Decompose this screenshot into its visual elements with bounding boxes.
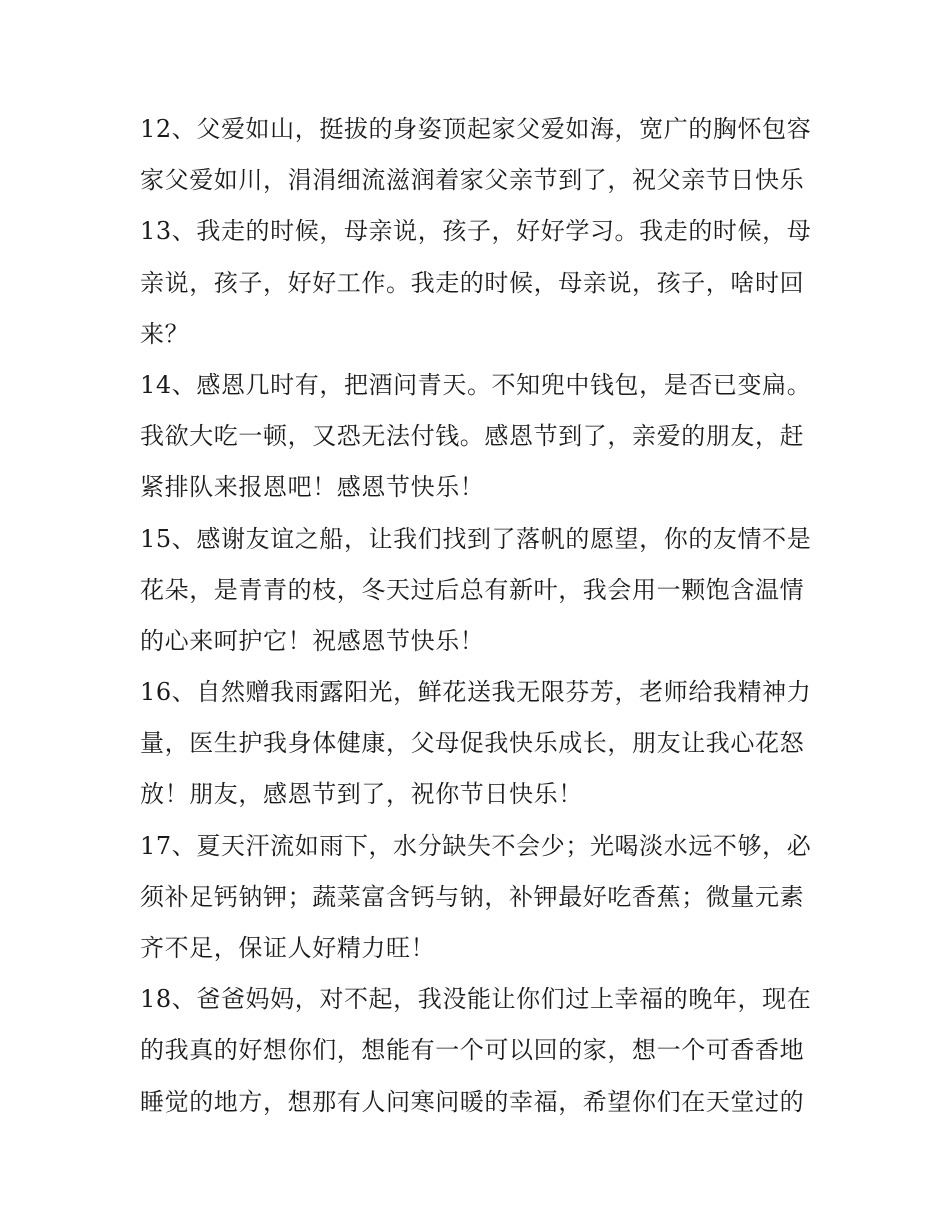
- text-line: 齐不足，保证人好精力旺！: [140, 934, 436, 962]
- text-line: 睡觉的地方，想那有人问寒问暖的幸福，希望你们在天堂过的: [140, 1087, 805, 1116]
- document-body: [140, 104, 812, 1128]
- text-line: 放！朋友，感恩节到了，祝你节日快乐！: [140, 780, 583, 809]
- text-line: 家父爱如川，涓涓细流滋润着家父亲节到了，祝父亲节日快乐: [140, 166, 805, 195]
- text-line: 紧排队来报恩吧！感恩节快乐！: [140, 473, 485, 502]
- text-line: 14、感恩几时有，把酒问青天。不知兜中钱包，是否已变扁。: [140, 370, 812, 399]
- text-line: 13、我走的时候，母亲说，孩子，好好学习。我走的时候，母: [140, 217, 812, 246]
- text-line: 须补足钙钠钾；蔬菜富含钙与钠，补钾最好吃香蕉；微量元素: [140, 882, 805, 911]
- text-line: 量，医生护我身体健康，父母促我快乐成长，朋友让我心花怒: [140, 729, 805, 758]
- text-line: 花朵，是青青的枝，冬天过后总有新叶，我会用一颗饱含温情: [140, 575, 805, 604]
- text-line: 18、爸爸妈妈，对不起，我没能让你们过上幸福的晚年，现在: [140, 985, 812, 1014]
- text-line: 我欲大吃一顿，又恐无法付钱。感恩节到了，亲爱的朋友，赶: [140, 422, 805, 451]
- text-line: 的我真的好想你们，想能有一个可以回的家，想一个可香香地: [140, 1036, 805, 1065]
- text-line: 16、自然赠我雨露阳光，鲜花送我无限芬芳，老师给我精神力: [140, 678, 812, 707]
- text-line: 12、父爱如山，挺拔的身姿顶起家父爱如海，宽广的胸怀包容: [140, 115, 812, 143]
- text-line: 亲说，孩子，好好工作。我走的时候，母亲说，孩子，啥时回: [140, 268, 805, 297]
- text-line: 来？: [140, 319, 190, 348]
- text-line: 17、夏天汗流如雨下，水分缺失不会少；光喝淡水远不够，必: [140, 831, 812, 860]
- text-line: 的心来呵护它！祝感恩节快乐！: [140, 626, 485, 655]
- text-line: 15、感谢友谊之船，让我们找到了落帆的愿望，你的友情不是: [140, 524, 812, 553]
